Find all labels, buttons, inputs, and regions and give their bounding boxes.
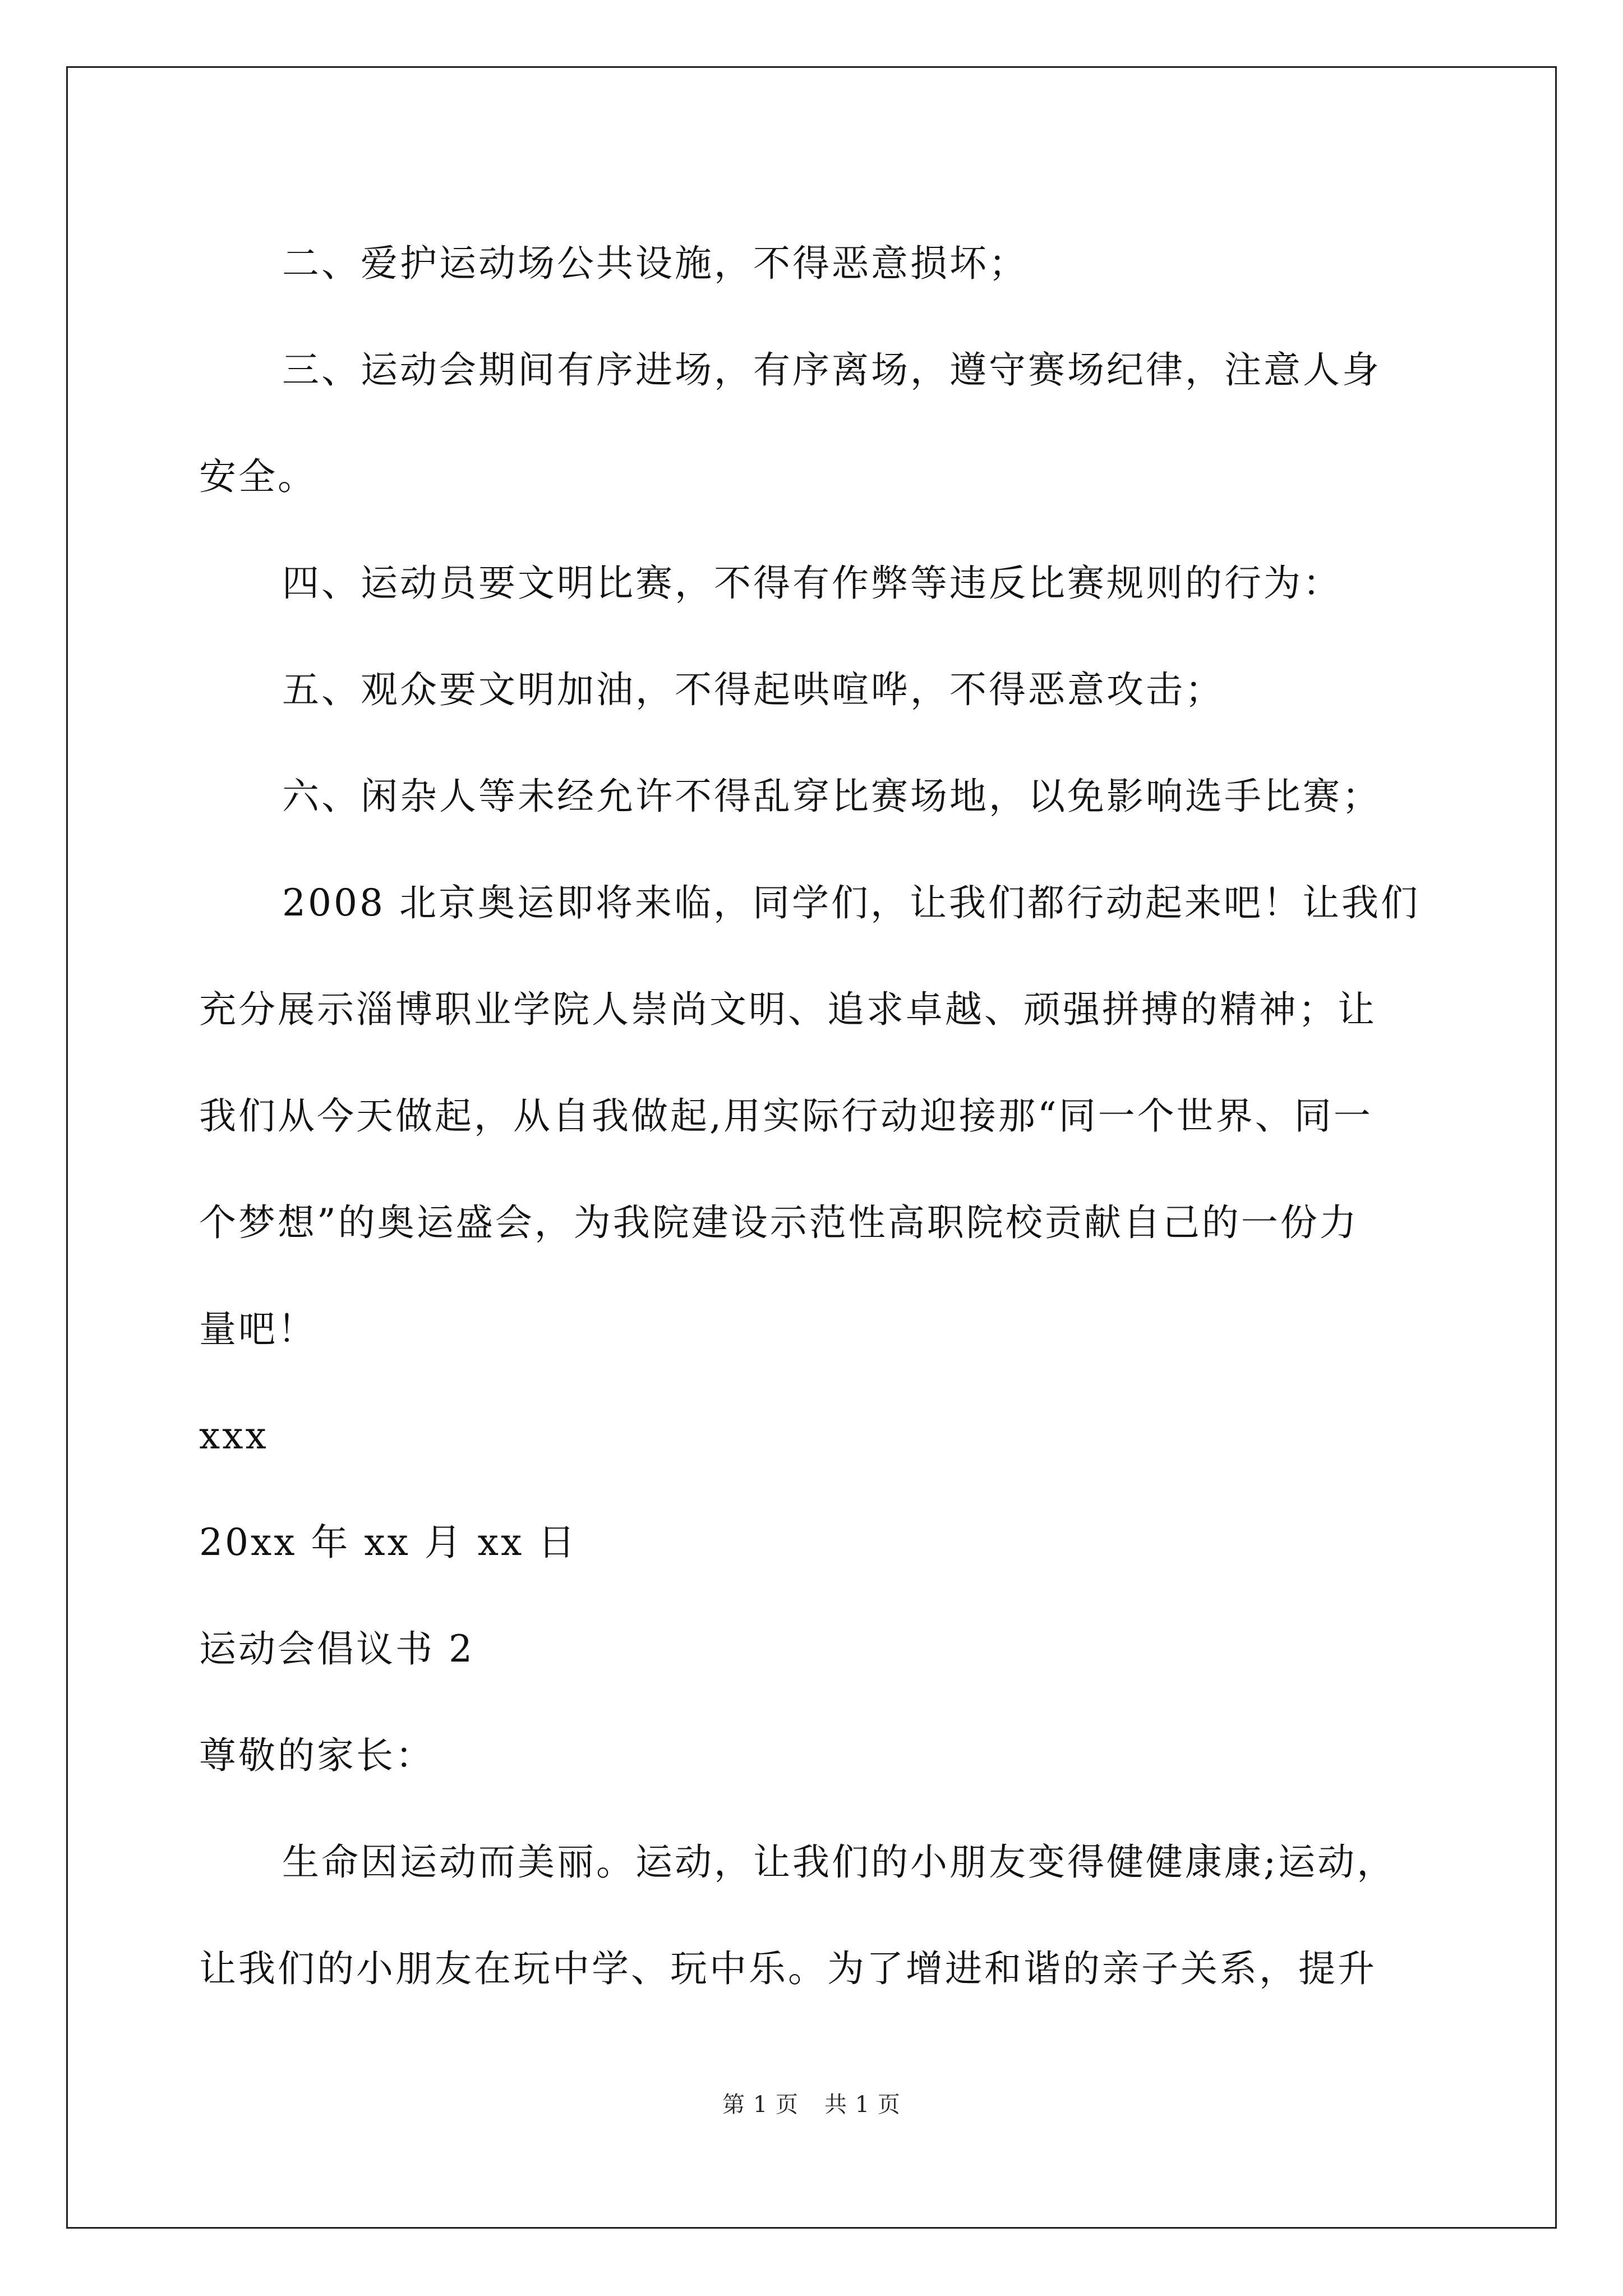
signature-date: 20xx 年 xx 月 xx 日	[199, 1521, 578, 1564]
appeal-paragraph-line: 量吧！	[199, 1308, 317, 1351]
page-footer	[0, 2088, 1623, 2122]
body-paragraph-line: 让我们的小朋友在玩中学、玩中乐。为了增进和谐的亲子关系，提升	[199, 1947, 1377, 1990]
rule-item-5: 五、观众要文明加油，不得起哄喧哗，不得恶意攻击；	[282, 668, 1224, 711]
rule-item-2: 二、爱护运动场公共设施，不得恶意损坏；	[282, 242, 1028, 285]
page-total: 共 1 页	[824, 2092, 901, 2118]
salutation: 尊敬的家长：	[199, 1734, 435, 1777]
signature-name: xxx	[199, 1414, 269, 1457]
appeal-paragraph-line: 个梦想”的奥运盛会，为我院建设示范性高职院校贡献自己的一份力	[199, 1201, 1359, 1244]
page-number: 第 1 页	[722, 2092, 799, 2118]
rule-item-3-continued: 安全。	[199, 455, 317, 498]
rule-item-6: 六、闲杂人等未经允许不得乱穿比赛场地，以免影响选手比赛；	[282, 775, 1381, 818]
appeal-paragraph-line: 2008 北京奥运即将来临，同学们，让我们都行动起来吧！让我们	[282, 881, 1420, 924]
document-body	[199, 210, 1461, 2022]
appeal-paragraph-line: 充分展示淄博职业学院人崇尚文明、追求卓越、顽强拼搏的精神；让	[199, 988, 1377, 1031]
rule-item-3: 三、运动会期间有序进场，有序离场，遵守赛场纪律，注意人身	[282, 348, 1381, 392]
body-paragraph-line: 生命因运动而美丽。运动，让我们的小朋友变得健健康康;运动，	[282, 1841, 1396, 1884]
rule-item-4: 四、运动员要文明比赛，不得有作弊等违反比赛规则的行为：	[282, 562, 1342, 605]
appeal-paragraph-line: 我们从今天做起，从自我做起,用实际行动迎接那“同一个世界、同一	[199, 1094, 1373, 1138]
section-title: 运动会倡议书 2	[199, 1627, 474, 1671]
